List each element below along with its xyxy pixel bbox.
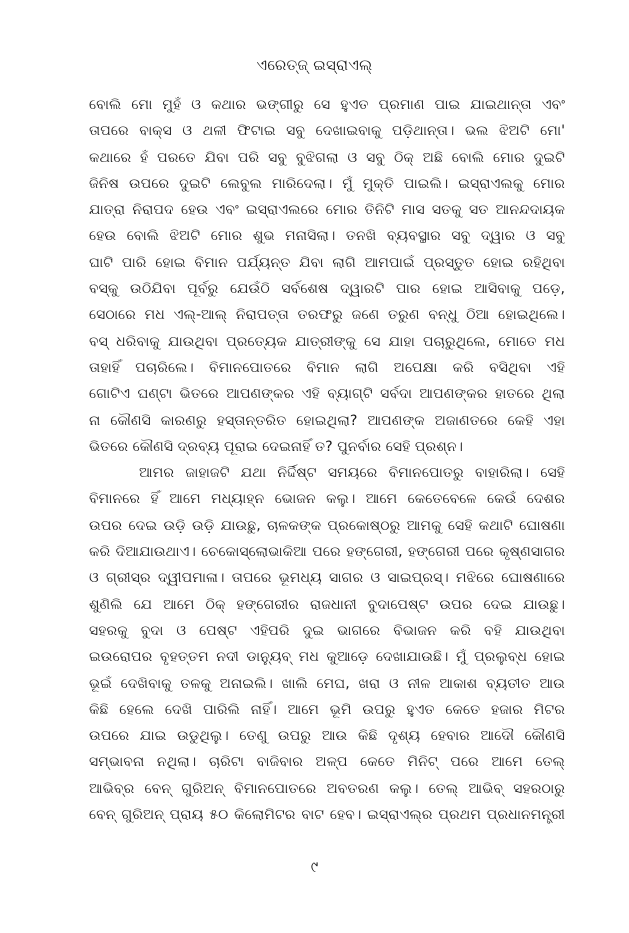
text-line: ଶୁଣିଲି ଯେ ଆମେ ଠିକ୍ ହଙ୍ଗେରୀର ରାଜଧାନୀ ବୁଦାପେଷ୍ଟ ଉପର ଦେଇ ଯାଉଛୁ। [89, 596, 565, 613]
text-line: ହେଉ ବୋଲି ଝିଅଟି ମୋର ଶୁଭ ମନାସିଲା। ତନଖି ବ୍ୟବସ୍ଥାର ସବୁ ଦ୍ୱାର ଓ ସବୁ [89, 228, 565, 245]
text-line: ବେନ୍ ଗୁରିଅନ୍ ପ୍ରାୟ ୫୦ କିଲୋମିଟର ବାଟ ହେବ। ଇସ୍ରାଏଲ୍‌ର ପ୍ରଥମ ପ୍ରଧାନମନ୍ତ୍ରୀ [89, 807, 565, 824]
text-line: ଉପରେ ଯାଇ ଉଡୁଥିଲୁ। ତେଣୁ ଉପରୁ ଆଉ କିଛି ଦୃଶ୍ୟ ହେବାର ଆଦୌ କୌଣସି [89, 728, 565, 745]
text-line: ଘାଟି ପାରି ହୋଇ ବିମାନ ପର୍ଯ୍ୟନ୍ତ ଯିବା ଲାଗି ଆମପାଇଁ ପ୍ରସ୍ତୁତ ହୋଇ ରହିଥିବା [89, 254, 565, 271]
text-line: କରି ଦିଆଯାଉଥାଏ। ଚେକୋସ୍ଲୋଭାକିଆ ପରେ ହଙ୍ଗେରୀ, ହଙ୍ଗେରୀ ପରେ କୃଷ୍ଣସାଗର [89, 544, 565, 561]
text-line: ସେଠାରେ ମଧ ଏଲ୍‌-ଆଲ୍ ନିରାପତ୍ତା ତରଫରୁ ଜଣେ ତରୁଣ ବନ୍ଧୁ ଠିଆ ହୋଇଥିଲେ। [89, 307, 565, 324]
text-line: ଜିନିଷ ଉପରେ ଦୁଇଟି ଲେବୁଲ ମାରିଦେଲା। ମୁଁ ମୁକ୍ତି ପାଇଲି। ଇସ୍ରାଏଲକୁ ମୋର [89, 175, 565, 192]
text-line: ବିମାନରେ ହିଁ ଆମେ ମଧ୍ୟାହ୍ନ ଭୋଜନ କଲୁ। ଆମେ କେତେବେଳେ କେଉଁ ଦେଶର [89, 491, 565, 508]
text-line: ସମ୍ଭାବନା ନଥିଲା। ଚାରିଟା ବାଜିବାର ଅଳ୍ପ କେତେ ମିନିଟ୍ ପରେ ଆମେ ତେଲ୍ [89, 754, 565, 771]
text-line: ତାହାହିଁ ପଚାରିଲେ। ବିମାନପୋତରେ ବିମାନ ଲାଗି ଅପେକ୍ଷା କରି ବସିଥିବା ଏହି [89, 359, 565, 376]
page-number: ୯ [310, 858, 319, 876]
running-header: ଏରେତ୍ଜ୍ ଇସ୍ରାଏଲ୍ [256, 56, 373, 74]
text-line: କଥାରେ ହଁ ପରତେ ଯିବା ପରି ସବୁ ବୁଝିଗଲା ଓ ସବୁ ଠିକ୍ ଅଛି ବୋଲି ମୋର ଦୁଇଟି [89, 149, 565, 166]
text-line: ଉପର ଦେଇ ଉଡ଼ି ଉଡ଼ି ଯାଉଛୁ, ଚାଳକଙ୍କ ପ୍ରକୋଷ୍ଠରୁ ଆମକୁ ସେହି କଥାଟି ଘୋଷଣା [89, 517, 565, 534]
text-line: ତାପରେ ବାକ୍ସ ଓ ଥଳୀ ଫିଟାଇ ସବୁ ଦେଖାଇବାକୁ ପଡ଼ିଥାନ୍ତା। ଭଲ ଝିଅଟି ମୋ' [89, 123, 565, 140]
text-line: ଓ ଗ୍ରୀସ୍‌ର ଦ୍ୱୀପମାଳା। ତାପରେ ଭୂମଧ୍ୟ ସାଗର ଓ ସାଇପ୍ରସ୍। ମଝିରେ ଘୋଷଣାରେ [89, 570, 565, 587]
text-line: ନା କୌଣସି କାରଣରୁ ହସ୍ତାନ୍ତରିତ ହୋଇଥିଲା? ଆପଣଙ୍କ ଅଜାଣତରେ କେହି ଏହା [89, 412, 565, 429]
text-line: ଭିତରେ କୌଣସି ଦ୍ରବ୍ୟ ପୂରାଇ ଦେଇନାହିଁ ତ? ପୁନର୍ବାର ସେହି ପ୍ରଶ୍ନ। [89, 438, 463, 455]
text-line: ବସ୍‌କୁ ଉଠିଯିବା ପୂର୍ବରୁ ଯେଉଁଠି ସର୍ବଶେଷ ଦ୍ୱାରଟି ପାର ହୋଇ ଆସିବାକୁ ପଡ଼େ, [89, 281, 565, 298]
text-line: ଗୋଟିଏ ଘଣ୍ଟା ଭିତରେ ଆପଣଙ୍କର ଏହି ବ୍ୟାଗ୍‌ଟି ସର୍ବଦା ଆପଣଙ୍କର ହାତରେ ଥିଲା [89, 386, 565, 403]
paragraph-2 [89, 460, 565, 828]
text-line: ଇଉରୋପର ବୃହତ୍ତମ ନଦୀ ଡାନ୍ୟୁବ୍ ମଧ କୁଆଡ଼େ ଦେଖାଯାଉଛି। ମୁଁ ପ୍ରଲୁବ୍ଧ ହୋଇ [89, 649, 565, 666]
text-line: କିଛି ହେଲେ ଦେଖି ପାରିଲି ନାହିଁ। ଆମେ ଭୂମି ଉପରୁ ହୁଏତ କେତେ ହଜାର ମିଟର [89, 701, 565, 718]
text-line: ଭୂଇଁ ଦେଖିବାକୁ ତଳକୁ ଅନାଇଲି। ଖାଲି ମେଘ, ଖରା ଓ ନୀଳ ଆକାଶ ବ୍ୟତୀତ ଆଉ [89, 675, 565, 692]
text-line: ଆଭିବ୍‌ର ବେନ୍ ଗୁରିଅନ୍ ବିମାନପୋତରେ ଅବତରଣ କଲୁ। ତେଲ୍ ଆଭିବ୍ ସହରଠାରୁ [89, 780, 565, 797]
paragraph-1 [89, 92, 565, 460]
text-line: ସହରକୁ ବୁଦା ଓ ପେଷ୍ଟ ଏହିପରି ଦୁଇ ଭାଗରେ ବିଭାଜନ କରି ବହି ଯାଉଥିବା [89, 622, 565, 639]
body-text [89, 92, 565, 828]
text-line: ଯାତ୍ରା ନିରାପଦ ହେଉ ଏବଂ ଇସ୍ରାଏଲରେ ମୋର ତିନିଟି ମାସ ସତକୁ ସତ ଆନନ୍ଦଦାୟକ [89, 202, 565, 219]
text-line: ବସ୍ ଧରିବାକୁ ଯାଉଥିବା ପ୍ରତ୍ୟେକ ଯାତ୍ରୀଙ୍କୁ ସେ ଯାହା ପଚାରୁଥିଲେ, ମୋତେ ମଧ [89, 333, 565, 350]
text-line: ଆମର ଜାହାଜଟି ଯଥା ନିର୍ଦ୍ଦିଷ୍ଟ ସମୟରେ ବିମାନପୋତରୁ ବାହାରିଲା। ସେହି [139, 465, 565, 482]
text-line: ବୋଲି ମୋ ମୁହଁ ଓ କଥାର ଭଙ୍ଗୀରୁ ସେ ହୁଏତ ପ୍ରମାଣ ପାଇ ଯାଇଥାନ୍ତା ଏବଂ [89, 97, 565, 113]
